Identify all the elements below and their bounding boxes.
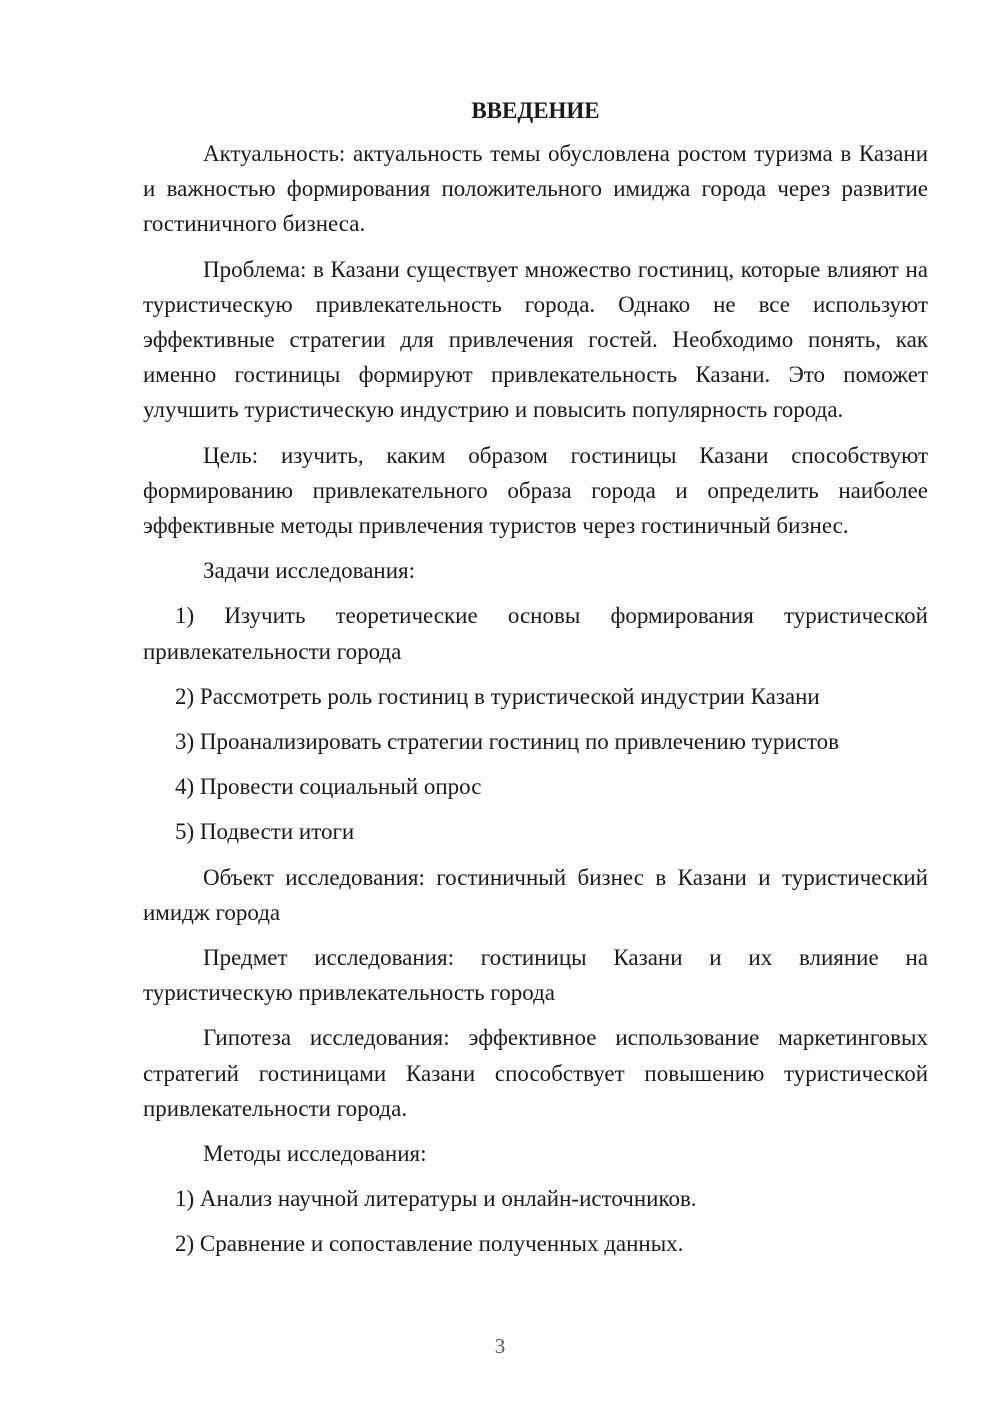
task-item-2: 2) Рассмотреть роль гостиниц в туристической индустрии Казани xyxy=(175,683,820,709)
paragraph-object: Объект исследования: гостиничный бизнес в Казани и туристический имидж города xyxy=(143,864,928,925)
tasks-title: Задачи исследования: xyxy=(203,558,416,584)
document-page xyxy=(143,93,928,1272)
paragraph-hypothesis: Гипотеза исследования: эффективное использование маркетинговых стратегий гостиницами Казани способствует повышению туристической привлекательности города. xyxy=(143,1025,928,1121)
method-item-2: 2) Сравнение и сопоставление полученных данных. xyxy=(175,1231,684,1257)
method-item-1: 1) Анализ научной литературы и онлайн-источников. xyxy=(175,1186,697,1212)
paragraph-problem: Проблема: в Казани существует множество гостиниц, которые влияют на туристическую привлекательность города. Однако не все используют эффективные стратегии для привлечения гостей. Необходимо понять, как именно гостиницы формируют привлекательность Казани. Это поможет улучшить туристическую индустрию и повысить популярность города. xyxy=(143,256,928,423)
task-item-3: 3) Проанализировать стратегии гостиниц по привлечению туристов xyxy=(175,729,840,755)
task-item-4: 4) Провести социальный опрос xyxy=(175,774,482,800)
paragraph-subject: Предмет исследования: гостиницы Казани и их влияние на туристическую привлекательность города xyxy=(143,945,928,1006)
paragraph-actuality: Актуальность: актуальность темы обусловлена ростом туризма в Казани и важностью формирования положительного имиджа города через развитие гостиничного бизнеса. xyxy=(143,141,928,237)
task-item-5: 5) Подвести итоги xyxy=(175,819,355,845)
page-number: 3 xyxy=(494,1334,506,1358)
paragraph-goal: Цель: изучить, каким образом гостиницы Казани способствуют формированию привлекательного образа города и определить наиболее эффективные методы привлечения туристов через гостиничный бизнес. xyxy=(143,442,928,539)
task-item-1: 1) Изучить теоретические основы формирования туристической привлекательности города xyxy=(143,603,928,664)
section-heading: ВВЕДЕНИЕ xyxy=(471,98,600,123)
methods-title: Методы исследования: xyxy=(203,1141,427,1167)
